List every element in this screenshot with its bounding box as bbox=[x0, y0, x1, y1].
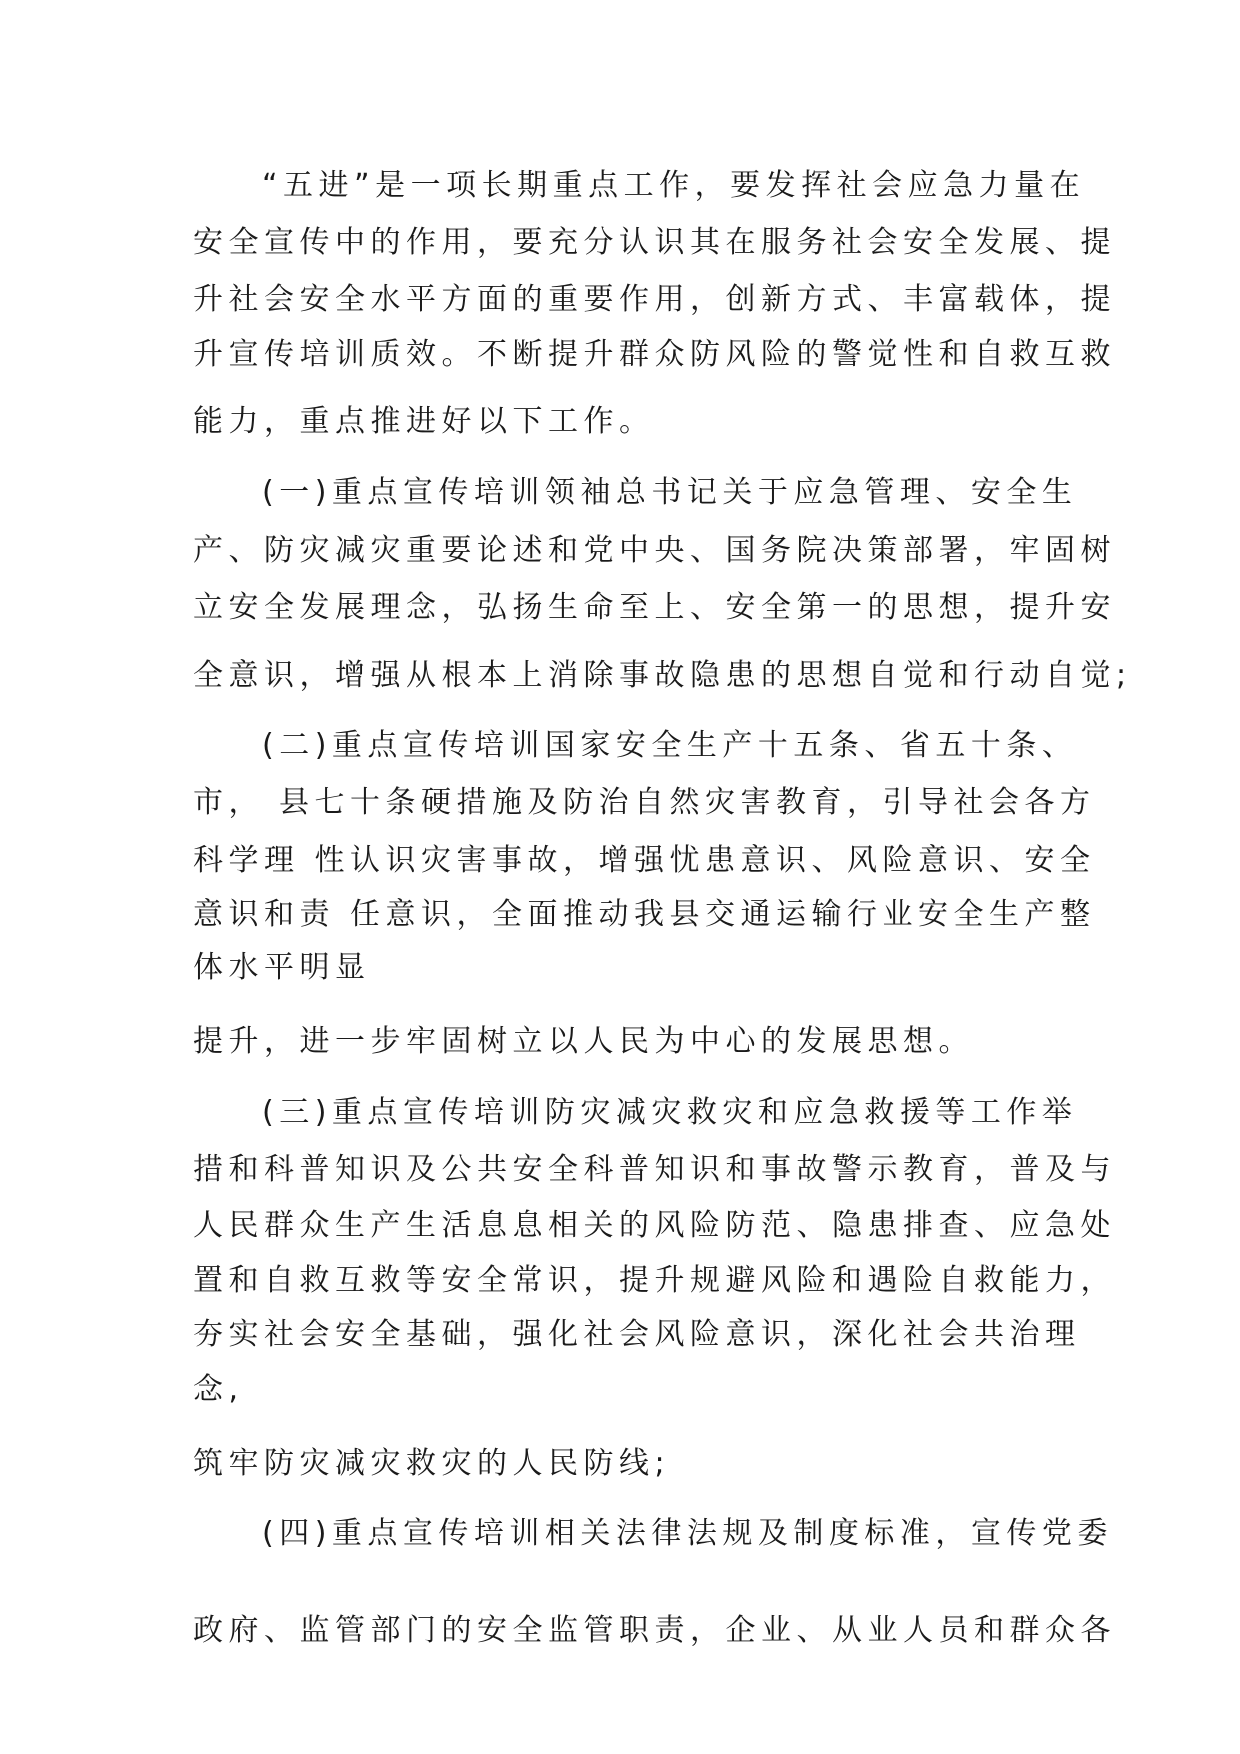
text-line: “五进”是一项长期重点工作，要发挥社会应急力量在 bbox=[262, 168, 1086, 203]
text-line: 市， 县七十条硬措施及防治自然灾害教育，引导社会各方 bbox=[193, 785, 1096, 820]
text-line: 产、防灾减灾重要论述和党中央、国务院决策部署，牢固树 bbox=[193, 533, 1116, 568]
text-line: 安全宣传中的作用，要充分认识其在服务社会安全发展、提 bbox=[193, 225, 1116, 260]
text-line: 人民群众生产生活息息相关的风险防范、隐患排查、应急处 bbox=[193, 1208, 1116, 1243]
text-line: (三)重点宣传培训防灾减灾救灾和应急救援等工作举 bbox=[262, 1095, 1078, 1130]
text-line: 升社会安全水平方面的重要作用，创新方式、丰富载体，提 bbox=[193, 282, 1116, 317]
text-line: (二)重点宣传培训国家安全生产十五条、省五十条、 bbox=[262, 728, 1078, 763]
text-line: 升宣传培训质效。不断提升群众防风险的警觉性和自救互救 bbox=[193, 337, 1116, 372]
text-line: 政府、监管部门的安全监管职责，企业、从业人员和群众各 bbox=[193, 1613, 1116, 1648]
text-line: 置和自救互救等安全常识，提升规避风险和遇险自救能力， bbox=[193, 1263, 1116, 1298]
text-line: 措和科普知识及公共安全科普知识和事故警示教育，普及与 bbox=[193, 1152, 1116, 1187]
text-line: 提升，进一步牢固树立以人民为中心的发展思想。 bbox=[193, 1024, 974, 1059]
text-line: 全意识，增强从根本上消除事故隐患的思想自觉和行动自觉; bbox=[193, 658, 1132, 693]
text-line: 意识和责 任意识，全面推动我县交通运输行业安全生产整 bbox=[193, 897, 1096, 932]
text-line: 念, bbox=[193, 1372, 244, 1407]
text-line: 筑牢防灾减灾救灾的人民防线; bbox=[193, 1446, 671, 1481]
text-line: 立安全发展理念，弘扬生命至上、安全第一的思想，提升安 bbox=[193, 590, 1116, 625]
text-line: 夯实社会安全基础，强化社会风险意识，深化社会共治理 bbox=[193, 1317, 1081, 1352]
text-line: 体水平明显 bbox=[193, 950, 371, 985]
text-line: (一)重点宣传培训领袖总书记关于应急管理、安全生 bbox=[262, 475, 1078, 510]
text-line: 科学理 性认识灾害事故，增强忧患意识、风险意识、安全 bbox=[193, 843, 1096, 878]
text-line: (四)重点宣传培训相关法律法规及制度标准，宣传党委 bbox=[262, 1516, 1113, 1551]
text-line: 能力，重点推进好以下工作。 bbox=[193, 404, 655, 439]
